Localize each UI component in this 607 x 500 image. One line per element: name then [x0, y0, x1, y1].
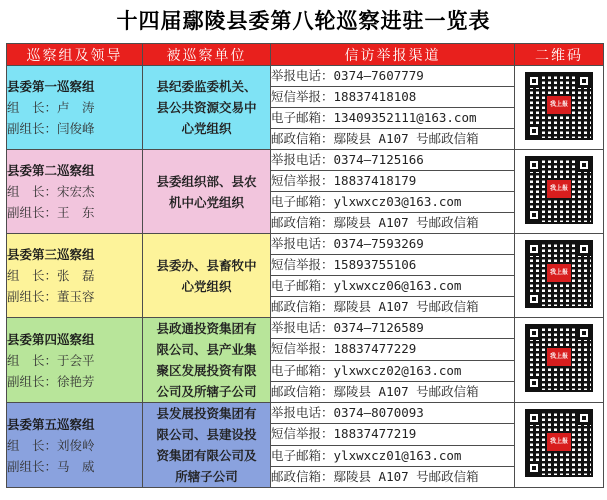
inspected-unit: [143, 150, 271, 234]
channel-value: 鄢陵县 A107 号邮政信箱: [333, 215, 479, 230]
channel-value: 0374—7126589: [333, 320, 424, 336]
group-name: 县委第四巡察组: [7, 331, 95, 347]
channel-value: 0374—7125166: [333, 152, 424, 167]
group-cell: [7, 318, 143, 403]
channel-post: [271, 466, 515, 487]
channel-label: 邮政信箱：: [271, 215, 334, 230]
channel-label: 举报电话：: [271, 405, 334, 421]
qr-cell: [515, 66, 604, 150]
unit-line: 资集团有限公司及: [156, 448, 257, 463]
channel-label: 邮政信箱：: [271, 131, 334, 146]
channel-post: [271, 129, 515, 150]
header-channels: 信访举报渠道: [271, 44, 515, 66]
channel-label: 短信举报：: [271, 173, 334, 188]
channel-label: 电子邮箱：: [271, 447, 334, 463]
channel-phone: [271, 66, 515, 87]
unit-line: 心党组织: [181, 278, 232, 294]
unit-line: 聚区发展投资有限: [156, 363, 257, 378]
channel-label: 邮政信箱：: [271, 383, 334, 399]
unit-line: 机中心党组织: [168, 194, 244, 210]
group-name: 县委第二巡察组: [7, 163, 95, 178]
channel-value: 18837418108: [333, 89, 417, 104]
channel-value[interactable]: ylxwxcz01@163.com: [333, 447, 462, 463]
channel-phone: [271, 403, 515, 424]
unit-line: 心党组织: [181, 121, 232, 136]
qr-cell: [515, 318, 604, 403]
unit-line: 县政通投资集团有: [156, 321, 257, 336]
group-deputy: 副组长：董玉容: [7, 289, 95, 304]
inspected-unit: [143, 66, 271, 150]
header-qr: 二维码: [515, 44, 604, 66]
channel-post: [271, 381, 515, 402]
header-row: [7, 44, 604, 66]
qr-finder-pattern: [577, 411, 591, 425]
qr-badge: 我上报: [547, 96, 571, 114]
channel-value: 0374—7593269: [333, 236, 424, 251]
unit-line: 限公司、县产业集: [156, 342, 257, 357]
inspected-unit: [143, 403, 271, 488]
qr-code-icon[interactable]: [525, 324, 593, 392]
channel-email[interactable]: [271, 192, 515, 213]
channel-value: 0374—7607779: [333, 68, 424, 83]
qr-cell: [515, 150, 604, 234]
group-leader: 组 长：卢 涛: [7, 100, 95, 115]
channel-value: 鄢陵县 A107 号邮政信箱: [333, 383, 479, 399]
channel-label: 邮政信箱：: [271, 468, 334, 484]
qr-badge: 我上报: [547, 180, 571, 198]
group-leader: 组 长：宋宏杰: [7, 184, 95, 199]
channel-post: [271, 297, 515, 318]
qr-finder-pattern: [527, 461, 541, 475]
qr-code-icon[interactable]: [525, 409, 593, 477]
group-name: 县委第一巡察组: [7, 79, 95, 94]
qr-code-icon[interactable]: [525, 72, 593, 140]
qr-badge: 我上报: [547, 433, 571, 451]
unit-line: 县发展投资集团有: [156, 406, 257, 421]
qr-finder-pattern: [527, 411, 541, 425]
unit-line: 公司及所辖子公司: [156, 384, 257, 399]
channel-sms: [271, 424, 515, 445]
channel-sms: [271, 339, 515, 360]
qr-finder-pattern: [527, 208, 541, 222]
qr-finder-pattern: [527, 326, 541, 340]
channel-label: 邮政信箱：: [271, 299, 334, 314]
channel-phone: [271, 234, 515, 255]
inspection-table: [6, 43, 604, 488]
channel-phone: [271, 150, 515, 171]
header-group: 巡察组及领导: [7, 44, 143, 66]
channel-label: 电子邮箱：: [271, 110, 334, 125]
unit-line: 县委办、县畜牧中: [156, 257, 257, 273]
group-cell: [7, 234, 143, 318]
channel-value: 15893755106: [333, 257, 417, 272]
table-row: [7, 318, 604, 339]
channel-email[interactable]: [271, 108, 515, 129]
channel-label: 短信举报：: [271, 257, 334, 272]
channel-label: 短信举报：: [271, 341, 334, 357]
inspected-unit: [143, 318, 271, 403]
group-cell: [7, 403, 143, 488]
qr-finder-pattern: [577, 74, 591, 88]
qr-code-icon[interactable]: [525, 240, 593, 308]
group-cell: [7, 66, 143, 150]
qr-finder-pattern: [577, 242, 591, 256]
group-leader: 组 长：张 磊: [7, 268, 95, 283]
channel-email[interactable]: [271, 276, 515, 297]
page-title: 十四届鄢陵县委第八轮巡察进驻一览表: [116, 8, 491, 33]
channel-label: 短信举报：: [271, 426, 334, 442]
unit-line: 所辖子公司: [175, 469, 238, 484]
channel-value: 18837477229: [333, 341, 417, 357]
channel-sms: [271, 87, 515, 108]
unit-line: 限公司、县建设投: [156, 427, 257, 442]
channel-sms: [271, 255, 515, 276]
channel-sms: [271, 171, 515, 192]
table-row: [7, 150, 604, 171]
channel-value: 0374—8070093: [333, 405, 424, 421]
qr-finder-pattern: [527, 158, 541, 172]
group-name: 县委第五巡察组: [7, 416, 95, 432]
channel-label: 电子邮箱：: [271, 362, 334, 378]
group-name: 县委第三巡察组: [7, 247, 95, 262]
header-unit: 被巡察单位: [143, 44, 271, 66]
channel-phone: [271, 318, 515, 339]
channel-label: 举报电话：: [271, 236, 334, 251]
channel-value: 鄢陵县 A107 号邮政信箱: [333, 468, 479, 484]
group-deputy: 副组长：马 威: [7, 458, 95, 474]
channel-value: 鄢陵县 A107 号邮政信箱: [333, 299, 479, 314]
channel-value[interactable]: 13409352111@163.com: [333, 110, 477, 125]
qr-finder-pattern: [527, 292, 541, 306]
group-leader: 组 长：刘俊岭: [7, 437, 95, 453]
channel-email[interactable]: [271, 445, 515, 466]
channel-post: [271, 213, 515, 234]
group-deputy: 副组长：闫俊峰: [7, 121, 95, 136]
qr-finder-pattern: [577, 326, 591, 340]
channel-label: 举报电话：: [271, 152, 334, 167]
inspected-unit: [143, 234, 271, 318]
table-body: [7, 66, 604, 488]
table-row: [7, 66, 604, 87]
channel-label: 电子邮箱：: [271, 194, 334, 209]
channel-email[interactable]: [271, 360, 515, 381]
unit-line: 县纪委监委机关、: [156, 79, 257, 94]
channel-value: 鄢陵县 A107 号邮政信箱: [333, 131, 479, 146]
qr-code-icon[interactable]: [525, 156, 593, 224]
group-deputy: 副组长：徐艳芳: [7, 373, 95, 389]
channel-label: 举报电话：: [271, 68, 334, 83]
channel-value[interactable]: ylxwxcz03@163.com: [333, 194, 462, 209]
channel-label: 短信举报：: [271, 89, 334, 104]
channel-value: 18837477219: [333, 426, 417, 442]
channel-value[interactable]: ylxwxcz06@163.com: [333, 278, 462, 293]
qr-cell: [515, 234, 604, 318]
group-cell: [7, 150, 143, 234]
channel-label: 举报电话：: [271, 320, 334, 336]
qr-badge: 我上报: [547, 264, 571, 282]
qr-cell: [515, 403, 604, 488]
channel-label: 电子邮箱：: [271, 278, 334, 293]
qr-finder-pattern: [577, 158, 591, 172]
group-leader: 组 长：于会平: [7, 352, 95, 368]
qr-finder-pattern: [527, 124, 541, 138]
qr-finder-pattern: [527, 376, 541, 390]
channel-value[interactable]: ylxwxcz02@163.com: [333, 362, 462, 378]
qr-finder-pattern: [527, 74, 541, 88]
unit-line: 县公共资源交易中: [156, 100, 257, 115]
unit-line: 县委组织部、县农: [156, 173, 257, 189]
qr-badge: 我上报: [547, 348, 571, 366]
table-row: [7, 234, 604, 255]
group-deputy: 副组长：王 东: [7, 205, 95, 220]
channel-value: 18837418179: [333, 173, 417, 188]
qr-finder-pattern: [527, 242, 541, 256]
table-row: [7, 403, 604, 424]
